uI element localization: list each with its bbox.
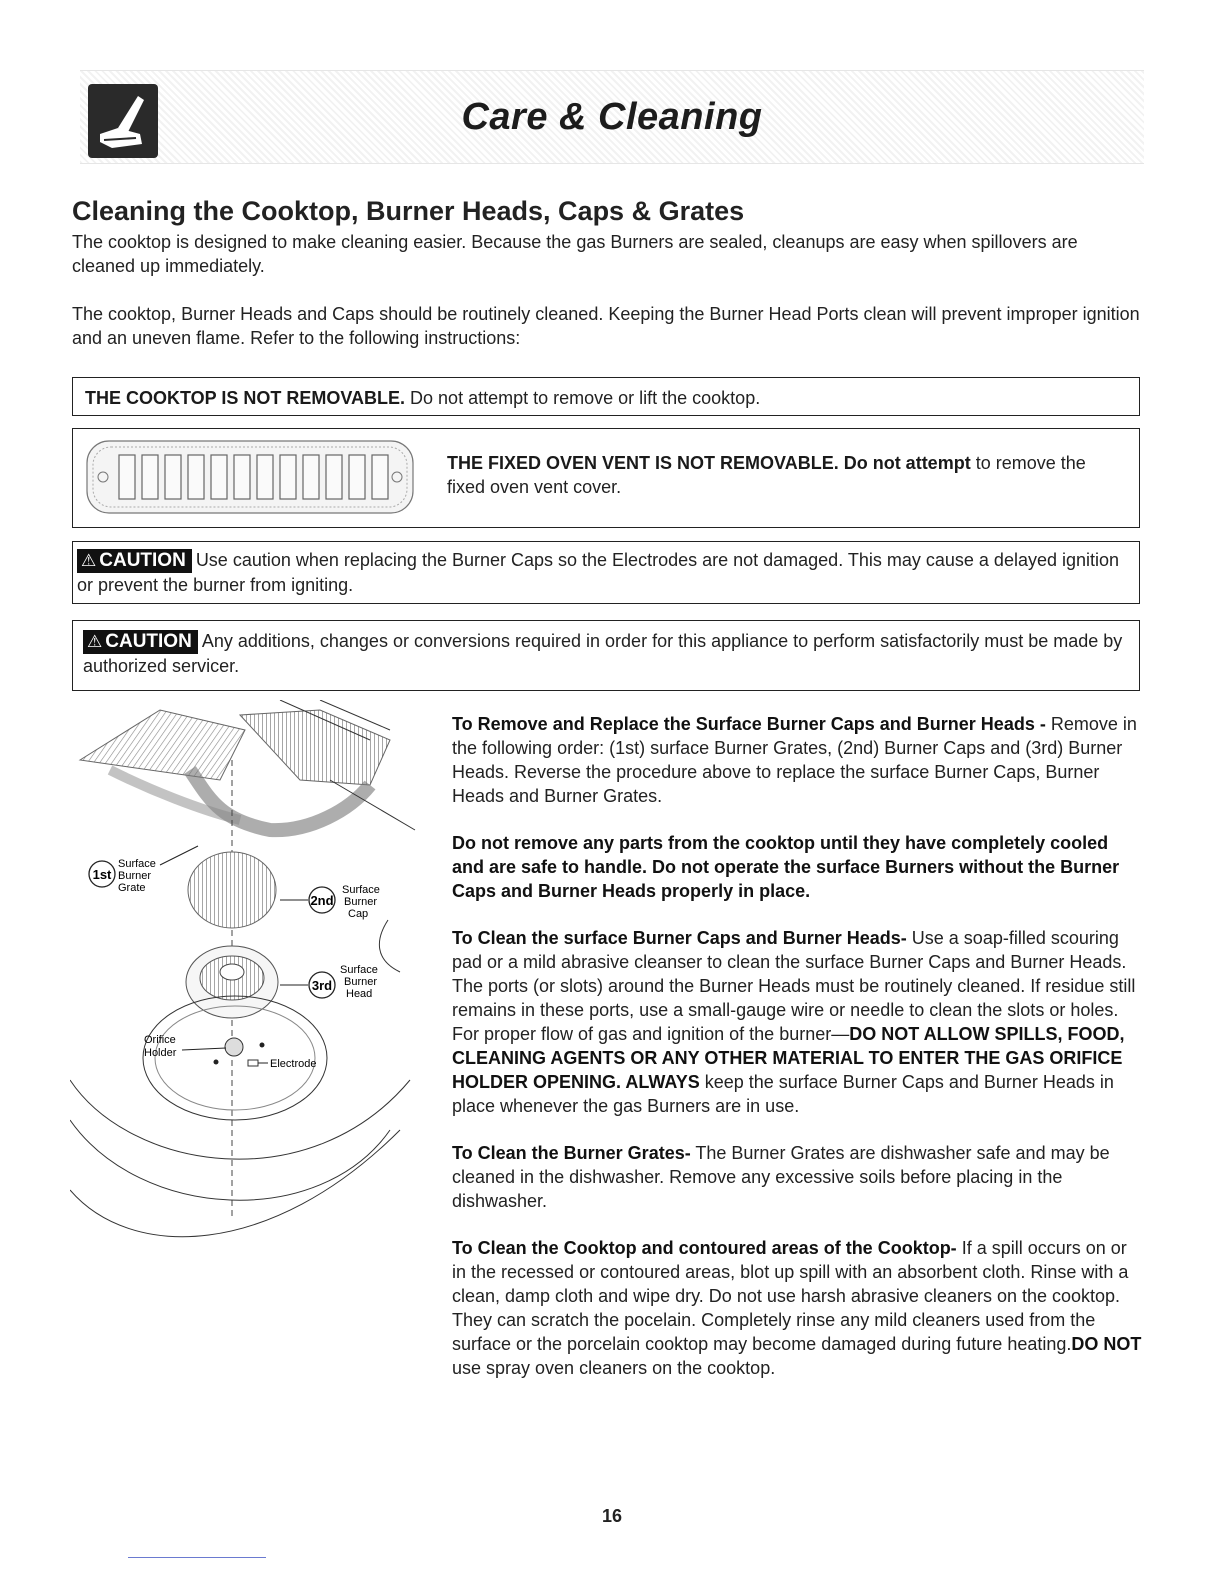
caution-badge-label: CAUTION (99, 550, 186, 571)
cooktop-well-drawing (70, 996, 410, 1237)
clean-grates-text: The Burner Grates are dishwasher safe and may be cleaned in the dishwasher. Remove any excessive soils before placing in the dishwasher. (452, 1143, 1110, 1211)
oven-vent-illustration (81, 435, 421, 521)
clean-grates-instructions (452, 1141, 1142, 1213)
grate-label-line-2: Burner (118, 870, 152, 882)
caution-2-text: Any additions, changes or conversions required in order for this appliance to perform satisfactorily must be made by authorized servicer. (83, 631, 1123, 676)
head-label-line-1: Surface (340, 964, 378, 976)
oven-vent-notice-text: to remove the fixed oven vent cover. (447, 453, 1086, 497)
clean-caps-instructions (452, 926, 1142, 1118)
caution-box-2 (72, 620, 1140, 691)
warning-triangle-icon: ⚠ (81, 551, 97, 570)
caution-badge (77, 549, 192, 573)
grate-label-line-1: Surface (118, 858, 156, 870)
step-1st-number: 1st (92, 867, 112, 882)
orifice-holder-drawing (225, 1038, 243, 1056)
step-3rd-number: 3rd (311, 978, 333, 993)
clean-caps-heading: To Clean the surface Burner Caps and Burner Heads- (452, 928, 907, 948)
clean-cooktop-text: If a spill occurs on or in the recessed or contoured areas, blot up spill with an absorbent cloth. Rinse with a clean, damp cloth and wipe dry. Do not use harsh abrasive cleaners on the cooktop. They can scratch the pocelain. Completely rinse any mild cleaners used from the surface or the porcelain cooktop may become damaged during future heating. (452, 1238, 1129, 1354)
cooktop-notice-bold: THE COOKTOP IS NOT REMOVABLE. (85, 388, 406, 408)
remove-replace-text: Remove in the following order: (1st) surface Burner Grates, (2nd) Burner Caps and (3rd) Burner Heads. Reverse the procedure above to replace the surface Burner Caps, Burner Heads and Burner Grates. (452, 714, 1137, 806)
warning-triangle-icon: ⚠ (87, 632, 103, 651)
burner-assembly-diagram (70, 700, 430, 1260)
electrode-label: Electrode (270, 1058, 317, 1070)
clean-caps-text: Use a soap-filled scouring pad or a mild abrasive cleanser to clean the surface Burner Caps and Burner Heads. The ports (or slots) around the Burner Heads must be routinely cleaned. If residue still remains in these ports, use a small-gauge wire or needle to clean the slots or holes. For proper flow of gas and ignition of the burner— (452, 928, 1136, 1044)
intro-paragraph-2: The cooktop, Burner Heads and Caps should be routinely cleaned. Keeping the Burner Head Ports clean will prevent improper ignition and an uneven flame. Refer to the following instructions: (72, 304, 1140, 348)
cooktop-notice (72, 377, 1140, 416)
electrode-drawing (248, 1060, 258, 1066)
caution-1-text: Use caution when replacing the Burner Caps so the Electrodes are not damaged. This may cause a delayed ignition or prevent the burner from igniting. (77, 550, 1120, 595)
remove-replace-instructions (452, 712, 1142, 808)
head-label-line-2: Burner (344, 976, 378, 988)
clean-caps-warning: DO NOT ALLOW SPILLS, FOOD, CLEANING AGENTS OR ANY OTHER MATERIAL TO ENTER THE GAS ORIFICE HOLDER OPENING. ALWAYS (452, 1024, 1125, 1092)
caution-badge (83, 630, 198, 654)
cooktop-notice-text: Do not attempt to remove or lift the cooktop. (405, 388, 761, 408)
step-2nd-number: 2nd (310, 893, 334, 908)
clean-grates-heading: To Clean the Burner Grates- (452, 1143, 691, 1163)
section-title: Cleaning the Cooktop, Burner Heads, Caps & Grates (72, 196, 745, 226)
clean-caps-text-2: keep the surface Burner Caps and Burner Heads in place whenever the gas Burners are in use. (452, 1072, 1114, 1116)
clean-cooktop-warning: DO NOT (1071, 1334, 1142, 1354)
footer-rule (128, 1557, 266, 1558)
cooling-warning-text: Do not remove any parts from the cooktop until they have completely cooled and are safe to handle. Do not operate the surface Burners without the Burner Caps and Burner Heads properly in place. (452, 833, 1120, 901)
cap-label-line-2: Burner (344, 896, 378, 908)
intro-paragraph-1: The cooktop is designed to make cleaning easier. Because the gas Burners are sealed, cleanups are easy when spillovers are cleaned up immediately. (72, 232, 1078, 276)
clean-cooktop-heading: To Clean the Cooktop and contoured areas of the Cooktop- (452, 1238, 957, 1258)
cap-label-line-3: Cap (348, 908, 369, 920)
caution-badge-label: CAUTION (105, 631, 192, 652)
burner-head-drawing (186, 946, 278, 1018)
cooling-warning (452, 831, 1142, 903)
page-number: 16 (601, 1506, 623, 1526)
orifice-label-line-2: Holder (144, 1047, 177, 1059)
burner-cap-drawing (188, 852, 276, 928)
head-label-line-3: Head (346, 988, 373, 1000)
clean-cooktop-instructions (452, 1236, 1142, 1380)
burner-grate-drawing (80, 700, 415, 830)
oven-vent-notice (72, 428, 1140, 528)
caution-box-1 (72, 541, 1140, 604)
clean-cooktop-text-2: use spray oven cleaners on the cooktop. (452, 1358, 776, 1378)
page-title: Care & Cleaning (461, 96, 763, 138)
orifice-label-line-1: Orifice (144, 1034, 176, 1046)
oven-vent-notice-bold: THE FIXED OVEN VENT IS NOT REMOVABLE. Do not attempt (447, 453, 971, 473)
grate-label-line-3: Grate (118, 882, 146, 894)
cap-label-line-1: Surface (342, 884, 380, 896)
remove-replace-heading: To Remove and Replace the Surface Burner Caps and Burner Heads - (452, 714, 1046, 734)
